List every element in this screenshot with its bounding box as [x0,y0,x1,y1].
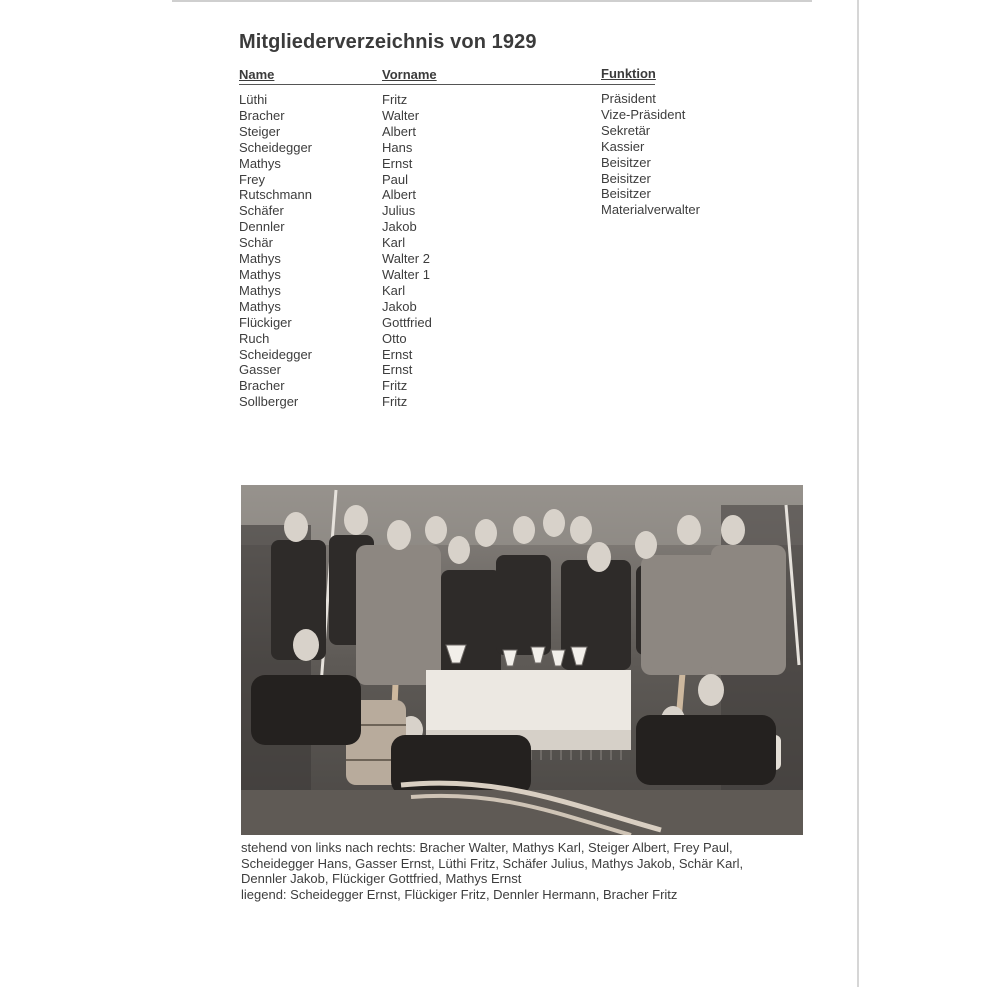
member-name: Mathys [239,266,281,282]
member-name: Schäfer [239,203,284,219]
member-vorname-list [382,92,432,410]
member-name: Mathys [239,282,281,298]
column-header-vorname: Vorname [382,67,437,82]
member-function: Kassier [601,138,645,154]
member-name: Mathys [239,155,281,171]
photo-caption [241,840,801,902]
member-name: Scheidegger [239,139,312,155]
member-vorname: Fritz [382,378,408,394]
member-vorname: Albert [382,187,416,203]
caption-line: Dennler Jakob, Flückiger Gottfried, Mathys Ernst [241,871,522,886]
page-right-edge [857,0,859,987]
member-vorname: Otto [382,330,407,346]
caption-line: liegend: Scheidegger Ernst, Flückiger Fritz, Dennler Hermann, Bracher Fritz [241,886,678,902]
member-function: Materialverwalter [601,202,700,218]
page-top-edge [172,0,812,2]
member-vorname: Gottfried [382,314,432,330]
member-vorname: Karl [382,235,406,251]
member-vorname: Karl [382,282,406,298]
member-name: Mathys [239,298,281,314]
member-vorname: Hans [382,139,413,155]
member-name: Dennler [239,219,285,235]
member-function: Beisitzer [601,186,651,202]
header-rule [239,84,655,85]
member-vorname: Julius [382,203,416,219]
member-function: Beisitzer [601,170,651,186]
member-name: Schär [239,235,273,251]
member-vorname: Jakob [382,219,417,235]
member-vorname: Albert [382,123,416,139]
member-vorname: Ernst [382,346,413,362]
member-name: Mathys [239,251,281,267]
column-header-funktion: Funktion [601,66,656,81]
member-function: Sekretär [601,122,651,138]
column-header-name: Name [239,67,275,82]
member-name: Rutschmann [239,187,312,203]
member-name: Flückiger [239,314,292,330]
member-name: Gasser [239,362,281,378]
member-vorname: Ernst [382,362,413,378]
member-vorname: Ernst [382,155,413,171]
member-vorname: Walter 2 [382,251,430,267]
group-photo [241,485,803,835]
member-name: Steiger [239,123,281,139]
page-title: Mitgliederverzeichnis von 1929 [239,31,537,53]
member-name: Ruch [239,330,270,346]
member-name-list [239,92,312,410]
function-list [601,91,700,218]
member-vorname: Fritz [382,92,408,107]
caption-line: stehend von links nach rechts: Bracher Walter, Mathys Karl, Steiger Albert, Frey Paul, [241,840,733,855]
member-name: Sollberger [239,394,299,410]
member-name: Scheidegger [239,346,312,362]
member-name: Bracher [239,107,285,123]
caption-line: Scheidegger Hans, Gasser Ernst, Lüthi Fritz, Schäfer Julius, Mathys Jakob, Schär Karl, [241,855,744,871]
member-vorname: Fritz [382,394,408,410]
member-vorname: Walter 1 [382,266,430,282]
member-name: Frey [239,171,265,187]
member-vorname: Jakob [382,298,417,314]
member-vorname: Paul [382,171,409,187]
member-name: Lüthi [239,92,268,107]
member-function: Beisitzer [601,154,651,170]
member-function: Präsident [601,91,656,106]
member-function: Vize-Präsident [601,106,686,122]
member-name: Bracher [239,378,285,394]
member-vorname: Walter [382,107,420,123]
